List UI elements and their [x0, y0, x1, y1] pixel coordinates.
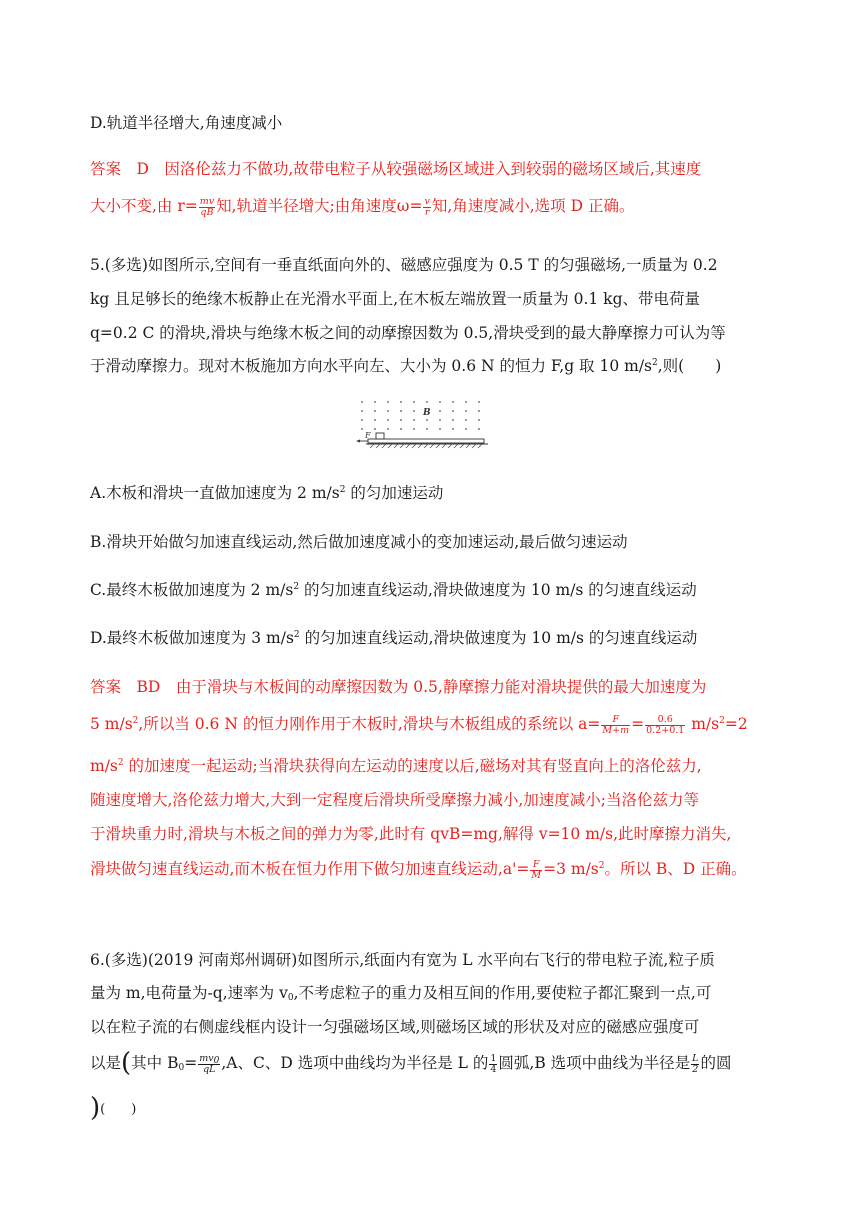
fraction-v-r: $\frac{v}{r}$	[424, 195, 430, 218]
fraction-f-mm: $\frac{F}{M+m}$	[602, 713, 630, 736]
insulating-board	[368, 439, 484, 443]
q5-option-a: A.木板和滑块一直做加速度为 2 $m/s^2$ 的匀加速运动	[90, 484, 444, 502]
q6-stem-line2: 量为 m,电荷量为-q,速率为 $v_0$,不考虑粒子的重力及相互间的作用,要使粒子都汇聚到一点,可	[90, 984, 712, 1003]
fraction-numeric: $\frac{0.6}{0.2+0.1}$	[646, 713, 685, 736]
slider-block	[376, 433, 384, 439]
fraction-l-half: $\frac{L}{2}$	[692, 1052, 699, 1075]
q5-option-d: D.最终木板做加速度为 3 $m/s^2$ 的匀加速直线运动,滑块做速度为 10 m/s 的匀速直线运动	[90, 629, 698, 647]
field-label-b: B	[423, 408, 431, 418]
figure-svg	[356, 396, 490, 452]
q4-option-d: D.轨道半径增大,角速度减小	[90, 114, 283, 132]
fraction-mv-qb: $\frac{mv}{qB}$	[199, 195, 215, 218]
magnetic-field-board-figure	[356, 396, 490, 452]
q6-stem-line5: )( )	[90, 1093, 137, 1123]
q4-answer-line2: 大小不变,由 r= $\frac{mv}{qB}$ 知,轨道半径增大;由角速度ω= $\frac{v}{r}$ 知,角速度减小,选项 D 正确。	[90, 195, 635, 218]
q4-answer-line1: 答案 D 因洛伦兹力不做功,故带电粒子从较强磁场区域进入到较弱的磁场区域后,其速度	[90, 160, 702, 178]
q5-answer-line2: 5 $m/s^2$,所以当 0.6 N 的恒力刚作用于木板时,滑块与木板组成的系统以 a= $\frac{F}{M+m}$ = $\frac{0.6}{0.2+0.1}$ $m/s^2=2$	[90, 713, 748, 736]
fraction-b0: $\frac{mv_0}{qL}$	[199, 1052, 220, 1075]
force-label-f: F	[365, 431, 371, 440]
q5-stem-line2: kg 且足够长的绝缘木板静止在光滑水平面上,在木板左端放置一质量为 0.1 kg、带电荷量	[90, 290, 700, 308]
fraction-quarter: $\frac{1}{4}$	[490, 1052, 497, 1075]
q5-stem-line4: 于滑动摩擦力。现对木板施加方向水平向左、大小为 0.6 N 的恒力 F,g 取 10 $m/s^2$,则( )	[90, 357, 722, 375]
q5-option-c: C.最终木板做加速度为 2 $m/s^2$ 的匀加速直线运动,滑块做速度为 10 m/s 的匀速直线运动	[90, 581, 697, 599]
q5-answer-line4: 随速度增大,洛伦兹力增大,大到一定程度后滑块所受摩擦力减小,加速度减小;当洛伦兹力等	[90, 791, 700, 809]
q5-stem-line1: 5.(多选)如图所示,空间有一垂直纸面向外的、磁感应强度为 0.5 T 的匀强磁场,一质量为 0.2	[90, 256, 718, 274]
q6-stem-line4: 以是(其中 $B_0=$ $\frac{mv_0}{qL}$ ,A、C、D 选项中曲线均为半径是 L 的 $\frac{1}{4}$ 圆弧,B 选项中曲线为半径是 $\frac{L}{2}$ 的圆	[90, 1048, 732, 1078]
fraction-f-m: $\frac{F}{M}$	[531, 858, 542, 881]
q6-stem-line1: 6.(多选)(2019 河南郑州调研)如图所示,纸面内有宽为 L 水平向右飞行的带电粒子流,粒子质	[90, 951, 715, 969]
q6-stem-line3: 以在粒子流的右侧虚线框内设计一匀强磁场区域,则磁场区域的形状及对应的磁感应强度可	[90, 1018, 700, 1036]
q5-answer-line5: 于滑块重力时,滑块与木板之间的弹力为零,此时有 qvB=mg,解得 v=10 m/s,此时摩擦力消失,	[90, 825, 732, 843]
q5-answer-line3: $m/s^2$ 的加速度一起运动;当滑块获得向左运动的速度以后,磁场对其有竖直向上的洛伦兹力,	[90, 757, 702, 775]
q5-option-b: B.滑块开始做匀加速直线运动,然后做加速度减小的变加速运动,最后做匀速运动	[90, 533, 628, 551]
q5-answer-line1: 答案 BD 由于滑块与木板间的动摩擦因数为 0.5,静摩擦力能对滑块提供的最大加速度为	[90, 678, 707, 696]
q5-stem-line3: q=0.2 C 的滑块,滑块与绝缘木板之间的动摩擦因数为 0.5,滑块受到的最大静摩擦力可认为等	[90, 324, 726, 342]
q5-answer-line6: 滑块做匀速直线运动,而木板在恒力作用下做匀加速直线运动,a'= $\frac{F}{M}$ =3 $m/s^2$。所以 B、D 正确。	[90, 858, 747, 881]
